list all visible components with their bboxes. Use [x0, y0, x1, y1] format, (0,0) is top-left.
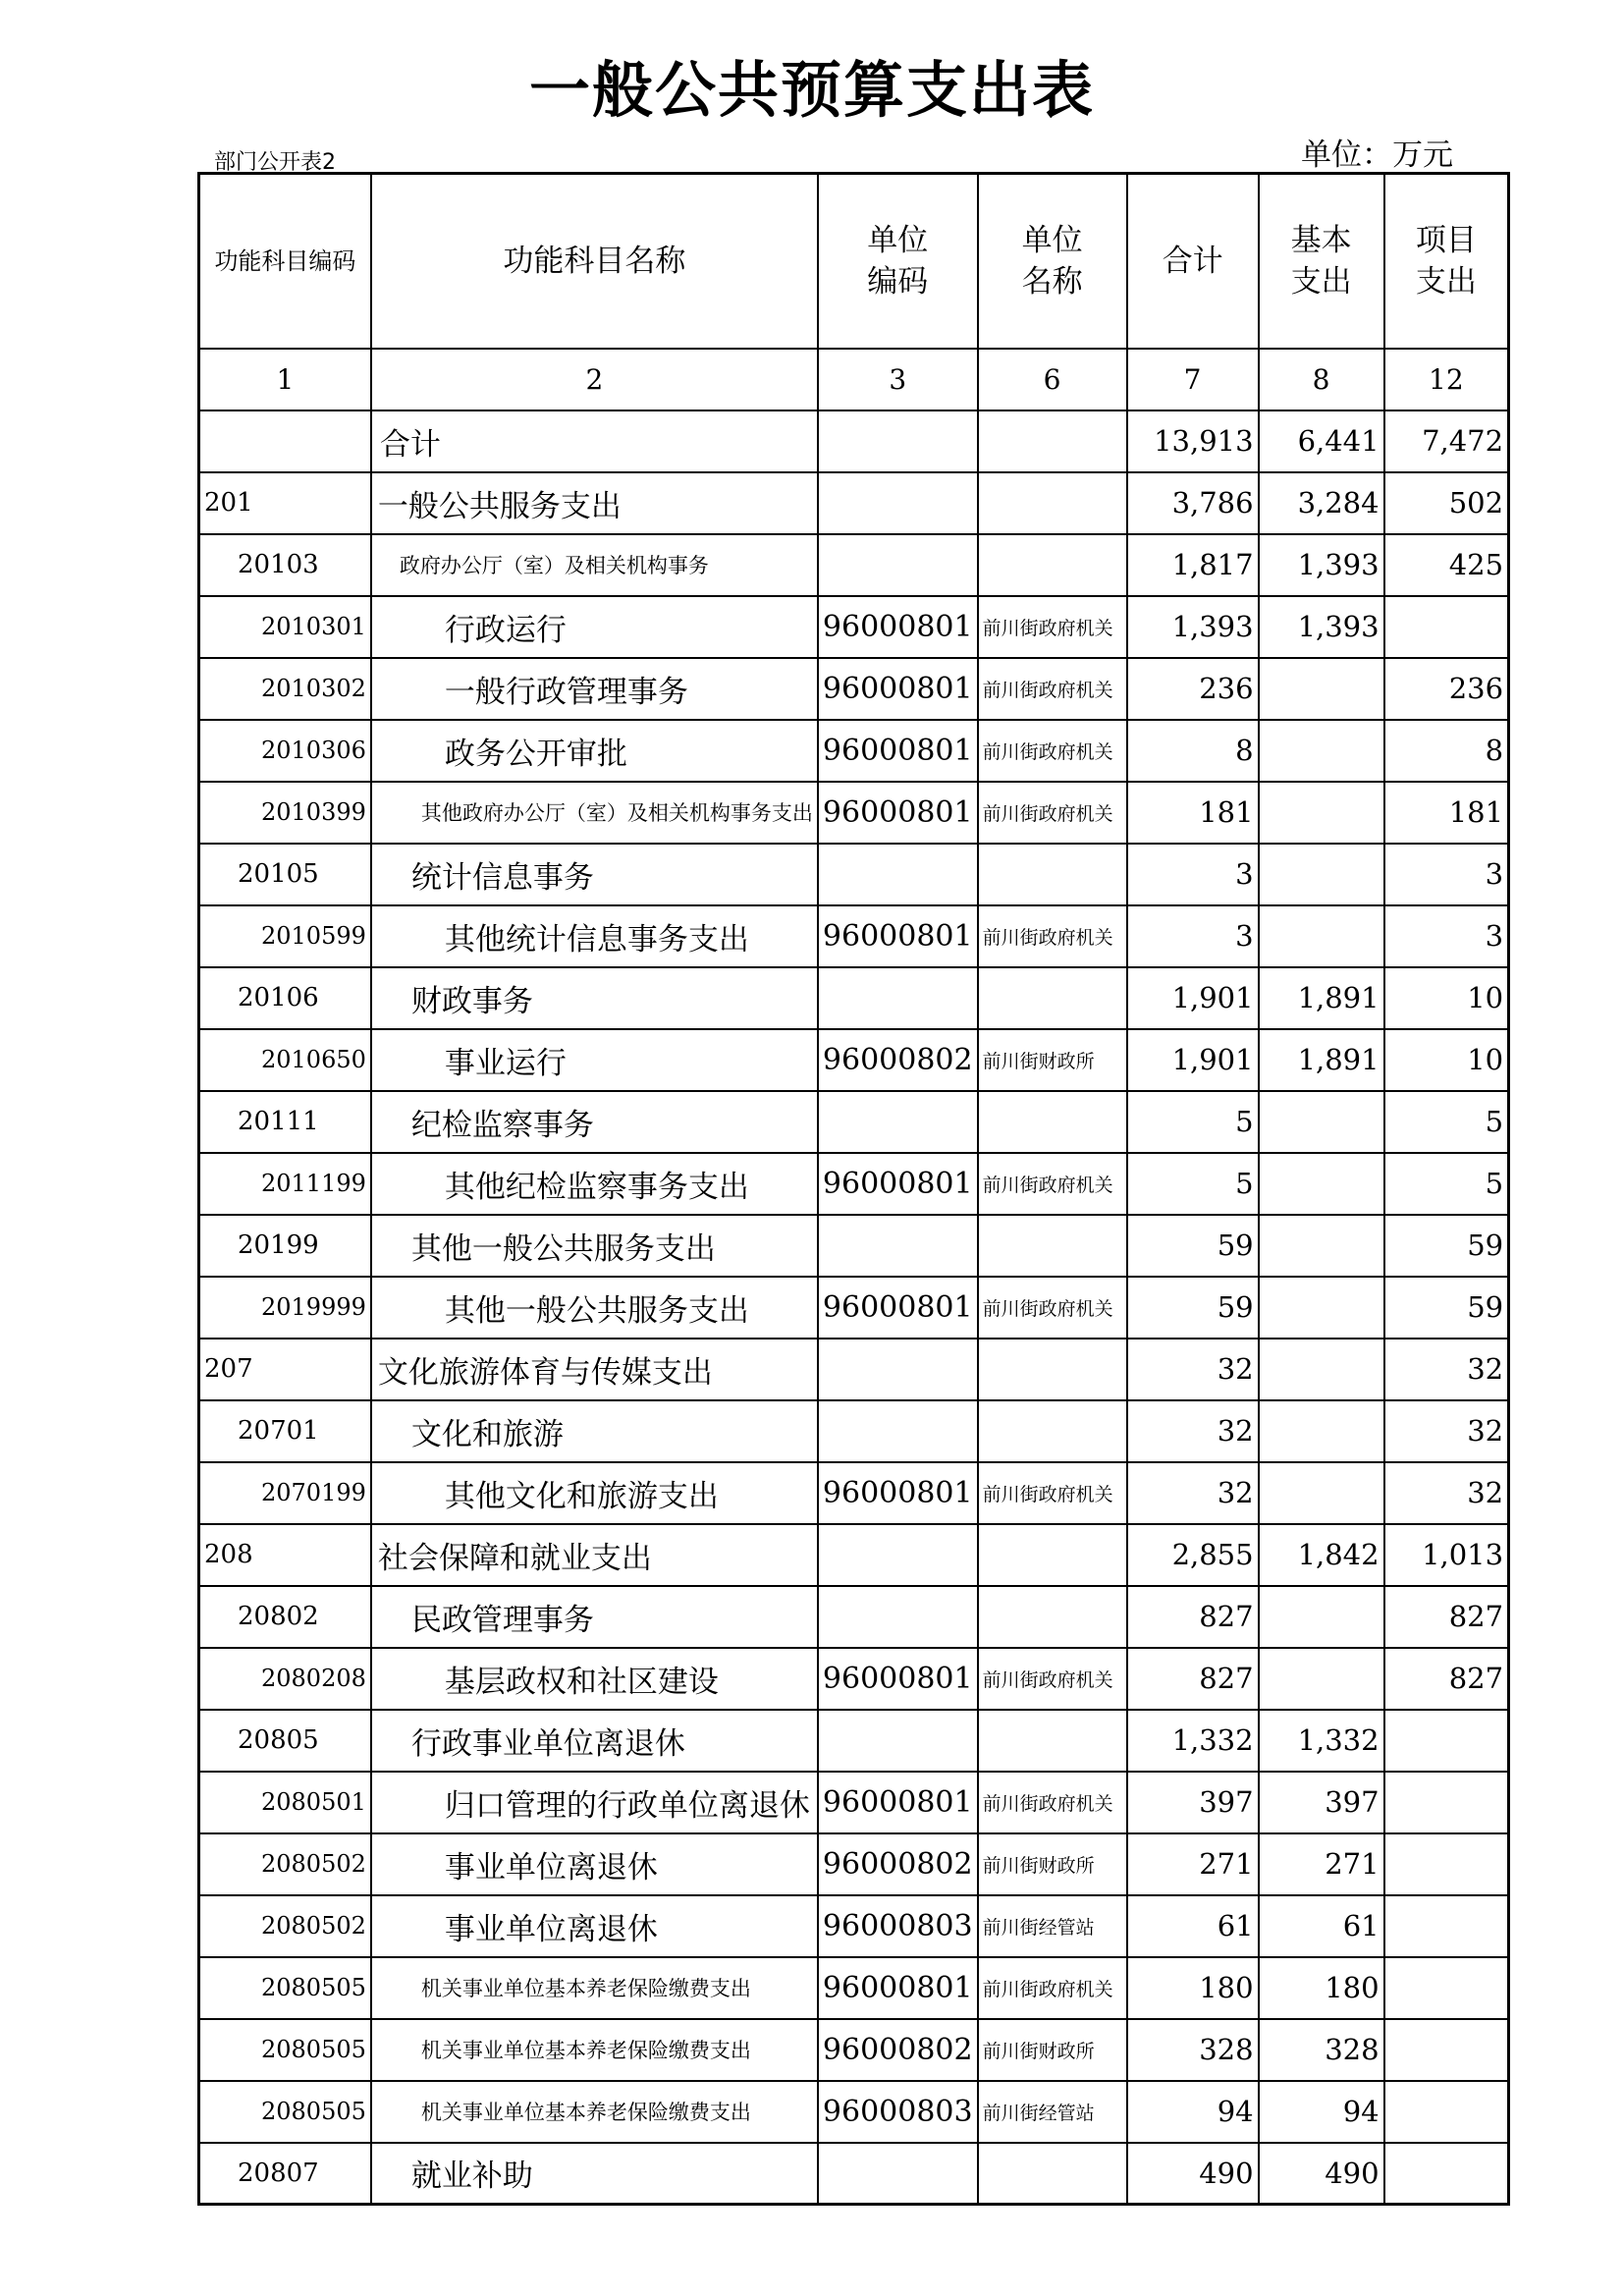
column-number: 2 — [371, 349, 818, 410]
row-basic: 1,891 — [1259, 967, 1384, 1029]
row-total: 397 — [1127, 1772, 1259, 1833]
row-code: 2010599 — [199, 905, 371, 967]
row-basic — [1259, 1339, 1384, 1400]
row-project: 59 — [1384, 1215, 1509, 1277]
row-total: 1,901 — [1127, 1029, 1259, 1091]
row-basic — [1259, 1215, 1384, 1277]
row-total: 328 — [1127, 2019, 1259, 2081]
row-unit-code — [818, 534, 978, 596]
row-total: 271 — [1127, 1833, 1259, 1895]
row-basic — [1259, 1462, 1384, 1524]
row-code — [199, 410, 371, 472]
row-project: 10 — [1384, 1029, 1509, 1091]
row-name: 事业单位离退休 — [371, 1895, 818, 1957]
row-unit-code — [818, 967, 978, 1029]
row-unit-name: 前川街政府机关 — [978, 1153, 1127, 1215]
table-row — [199, 472, 1509, 534]
row-basic: 1,891 — [1259, 1029, 1384, 1091]
row-name: 其他统计信息事务支出 — [371, 905, 818, 967]
row-unit-name — [978, 410, 1127, 472]
row-basic — [1259, 1648, 1384, 1710]
row-project: 827 — [1384, 1648, 1509, 1710]
table-row — [199, 1277, 1509, 1339]
unit-label: 单位：万元 — [1301, 137, 1453, 173]
table-row — [199, 2143, 1509, 2205]
row-total: 236 — [1127, 658, 1259, 720]
row-total: 8 — [1127, 720, 1259, 782]
row-unit-code: 96000803 — [818, 2081, 978, 2143]
table-row — [199, 1400, 1509, 1462]
table-row — [199, 1833, 1509, 1895]
row-project: 3 — [1384, 905, 1509, 967]
row-project: 3 — [1384, 844, 1509, 905]
row-project — [1384, 1833, 1509, 1895]
row-unit-name: 前川街财政所 — [978, 2019, 1127, 2081]
row-project: 502 — [1384, 472, 1509, 534]
row-basic: 328 — [1259, 2019, 1384, 2081]
table-row — [199, 2081, 1509, 2143]
row-code: 2080502 — [199, 1833, 371, 1895]
table-row — [199, 1091, 1509, 1153]
row-unit-code — [818, 1710, 978, 1772]
row-code: 201 — [199, 472, 371, 534]
row-unit-name: 前川街政府机关 — [978, 905, 1127, 967]
header-project: 项目 支出 — [1384, 174, 1509, 349]
column-number-row — [199, 349, 1509, 410]
row-code: 2080505 — [199, 2019, 371, 2081]
row-name: 政务公开审批 — [371, 720, 818, 782]
row-unit-code: 96000801 — [818, 1648, 978, 1710]
row-unit-code: 96000801 — [818, 1957, 978, 2019]
row-name: 就业补助 — [371, 2143, 818, 2205]
row-total: 13,913 — [1127, 410, 1259, 472]
row-unit-name: 前川街政府机关 — [978, 596, 1127, 658]
header-unit-code: 单位 编码 — [818, 174, 978, 349]
row-total: 827 — [1127, 1648, 1259, 1710]
row-total: 1,332 — [1127, 1710, 1259, 1772]
row-unit-code: 96000801 — [818, 1277, 978, 1339]
row-project — [1384, 1772, 1509, 1833]
row-basic — [1259, 1586, 1384, 1648]
row-basic: 397 — [1259, 1772, 1384, 1833]
row-project: 32 — [1384, 1339, 1509, 1400]
row-unit-code — [818, 844, 978, 905]
row-unit-name — [978, 1339, 1127, 1400]
table-row — [199, 658, 1509, 720]
header-basic: 基本 支出 — [1259, 174, 1384, 349]
row-unit-name: 前川街政府机关 — [978, 1957, 1127, 2019]
row-unit-code: 96000801 — [818, 782, 978, 844]
table-row — [199, 1215, 1509, 1277]
row-unit-name — [978, 1524, 1127, 1586]
row-code: 20111 — [199, 1091, 371, 1153]
row-total: 32 — [1127, 1339, 1259, 1400]
table-row — [199, 410, 1509, 472]
row-code: 20701 — [199, 1400, 371, 1462]
row-unit-name: 前川街政府机关 — [978, 720, 1127, 782]
header-code: 功能科目编码 — [199, 174, 371, 349]
row-total: 5 — [1127, 1153, 1259, 1215]
table-row — [199, 1153, 1509, 1215]
row-unit-code: 96000801 — [818, 1462, 978, 1524]
row-name: 纪检监察事务 — [371, 1091, 818, 1153]
column-number: 12 — [1384, 349, 1509, 410]
row-name: 其他一般公共服务支出 — [371, 1215, 818, 1277]
table-row — [199, 967, 1509, 1029]
row-basic — [1259, 1091, 1384, 1153]
row-unit-name — [978, 1215, 1127, 1277]
row-project: 5 — [1384, 1091, 1509, 1153]
row-name: 归口管理的行政单位离退休 — [371, 1772, 818, 1833]
row-basic: 6,441 — [1259, 410, 1384, 472]
row-basic: 490 — [1259, 2143, 1384, 2205]
row-name: 其他政府办公厅（室）及相关机构事务支出 — [371, 782, 818, 844]
budget-table — [197, 172, 1510, 2206]
row-unit-name — [978, 967, 1127, 1029]
table-row — [199, 1339, 1509, 1400]
table-row — [199, 596, 1509, 658]
row-code: 2080505 — [199, 2081, 371, 2143]
row-name: 机关事业单位基本养老保险缴费支出 — [371, 2019, 818, 2081]
row-project: 10 — [1384, 967, 1509, 1029]
row-unit-name: 前川街政府机关 — [978, 658, 1127, 720]
row-basic — [1259, 720, 1384, 782]
row-name: 社会保障和就业支出 — [371, 1524, 818, 1586]
row-name: 政府办公厅（室）及相关机构事务 — [371, 534, 818, 596]
row-total: 490 — [1127, 2143, 1259, 2205]
table-row — [199, 1524, 1509, 1586]
row-code: 2080501 — [199, 1772, 371, 1833]
row-name: 机关事业单位基本养老保险缴费支出 — [371, 1957, 818, 2019]
row-total: 1,393 — [1127, 596, 1259, 658]
row-basic — [1259, 1277, 1384, 1339]
row-code: 2010650 — [199, 1029, 371, 1091]
row-project: 8 — [1384, 720, 1509, 782]
row-total: 3 — [1127, 905, 1259, 967]
row-total: 827 — [1127, 1586, 1259, 1648]
row-basic: 1,393 — [1259, 596, 1384, 658]
row-basic: 271 — [1259, 1833, 1384, 1895]
row-basic — [1259, 1153, 1384, 1215]
table-row — [199, 1710, 1509, 1772]
row-unit-code: 96000801 — [818, 596, 978, 658]
row-project — [1384, 2143, 1509, 2205]
column-number: 8 — [1259, 349, 1384, 410]
row-code: 2080502 — [199, 1895, 371, 1957]
table-row — [199, 720, 1509, 782]
row-basic: 1,842 — [1259, 1524, 1384, 1586]
row-name: 其他文化和旅游支出 — [371, 1462, 818, 1524]
row-name: 事业单位离退休 — [371, 1833, 818, 1895]
row-project: 827 — [1384, 1586, 1509, 1648]
row-project: 32 — [1384, 1462, 1509, 1524]
row-unit-code: 96000802 — [818, 2019, 978, 2081]
row-project: 5 — [1384, 1153, 1509, 1215]
row-basic — [1259, 905, 1384, 967]
header-row — [199, 174, 1509, 349]
row-name: 民政管理事务 — [371, 1586, 818, 1648]
row-name: 文化旅游体育与传媒支出 — [371, 1339, 818, 1400]
row-name: 基层政权和社区建设 — [371, 1648, 818, 1710]
row-code: 2010306 — [199, 720, 371, 782]
table-row — [199, 844, 1509, 905]
row-total: 181 — [1127, 782, 1259, 844]
row-project: 59 — [1384, 1277, 1509, 1339]
row-name: 行政事业单位离退休 — [371, 1710, 818, 1772]
row-total: 61 — [1127, 1895, 1259, 1957]
row-code: 2080208 — [199, 1648, 371, 1710]
row-unit-name: 前川街财政所 — [978, 1833, 1127, 1895]
row-unit-code: 96000801 — [818, 1153, 978, 1215]
row-code: 20103 — [199, 534, 371, 596]
row-name: 一般行政管理事务 — [371, 658, 818, 720]
row-unit-code: 96000803 — [818, 1895, 978, 1957]
row-unit-name — [978, 1091, 1127, 1153]
table-row — [199, 2019, 1509, 2081]
row-project: 425 — [1384, 534, 1509, 596]
row-project — [1384, 1957, 1509, 2019]
row-unit-code: 96000801 — [818, 1772, 978, 1833]
row-unit-name — [978, 472, 1127, 534]
row-project: 7,472 — [1384, 410, 1509, 472]
row-unit-name: 前川街政府机关 — [978, 1277, 1127, 1339]
header-total: 合计 — [1127, 174, 1259, 349]
table-row — [199, 1895, 1509, 1957]
row-code: 20105 — [199, 844, 371, 905]
row-unit-name — [978, 534, 1127, 596]
row-unit-code: 96000801 — [818, 658, 978, 720]
row-total: 5 — [1127, 1091, 1259, 1153]
row-unit-name: 前川街政府机关 — [978, 1772, 1127, 1833]
page-title: 一般公共预算支出表 — [528, 54, 1095, 126]
row-code: 20805 — [199, 1710, 371, 1772]
row-unit-name — [978, 1710, 1127, 1772]
row-unit-name — [978, 1400, 1127, 1462]
row-unit-name: 前川街财政所 — [978, 1029, 1127, 1091]
row-total: 59 — [1127, 1277, 1259, 1339]
row-code: 20807 — [199, 2143, 371, 2205]
row-basic: 61 — [1259, 1895, 1384, 1957]
row-unit-code: 96000802 — [818, 1029, 978, 1091]
row-project: 236 — [1384, 658, 1509, 720]
row-project — [1384, 2019, 1509, 2081]
row-total: 180 — [1127, 1957, 1259, 2019]
row-unit-name: 前川街政府机关 — [978, 1648, 1127, 1710]
row-basic: 3,284 — [1259, 472, 1384, 534]
row-project: 1,013 — [1384, 1524, 1509, 1586]
row-code: 207 — [199, 1339, 371, 1400]
row-project — [1384, 2081, 1509, 2143]
table-row — [199, 905, 1509, 967]
row-unit-code: 96000801 — [818, 905, 978, 967]
row-unit-name — [978, 1586, 1127, 1648]
column-number: 6 — [978, 349, 1127, 410]
row-name: 其他纪检监察事务支出 — [371, 1153, 818, 1215]
table-row — [199, 1029, 1509, 1091]
column-number: 3 — [818, 349, 978, 410]
row-code: 20199 — [199, 1215, 371, 1277]
row-name: 文化和旅游 — [371, 1400, 818, 1462]
row-unit-code — [818, 1339, 978, 1400]
row-basic: 1,332 — [1259, 1710, 1384, 1772]
table-row — [199, 1648, 1509, 1710]
row-unit-code — [818, 1524, 978, 1586]
row-unit-code — [818, 1400, 978, 1462]
row-code: 2011199 — [199, 1153, 371, 1215]
row-code: 208 — [199, 1524, 371, 1586]
row-unit-name: 前川街政府机关 — [978, 1462, 1127, 1524]
row-name: 机关事业单位基本养老保险缴费支出 — [371, 2081, 818, 2143]
row-total: 59 — [1127, 1215, 1259, 1277]
row-code: 2010302 — [199, 658, 371, 720]
row-unit-name: 前川街经管站 — [978, 2081, 1127, 2143]
row-unit-name — [978, 2143, 1127, 2205]
table-row — [199, 534, 1509, 596]
row-name: 财政事务 — [371, 967, 818, 1029]
table-body — [199, 174, 1509, 2205]
row-total: 3 — [1127, 844, 1259, 905]
row-basic: 180 — [1259, 1957, 1384, 2019]
row-basic — [1259, 844, 1384, 905]
header-name: 功能科目名称 — [371, 174, 818, 349]
row-unit-code: 96000802 — [818, 1833, 978, 1895]
row-total: 2,855 — [1127, 1524, 1259, 1586]
row-unit-code — [818, 1215, 978, 1277]
table-row — [199, 1462, 1509, 1524]
row-basic — [1259, 658, 1384, 720]
table-row — [199, 1586, 1509, 1648]
row-total: 32 — [1127, 1400, 1259, 1462]
row-basic: 1,393 — [1259, 534, 1384, 596]
table-row — [199, 1957, 1509, 2019]
row-unit-code — [818, 472, 978, 534]
row-name: 一般公共服务支出 — [371, 472, 818, 534]
row-total: 3,786 — [1127, 472, 1259, 534]
row-unit-name: 前川街政府机关 — [978, 782, 1127, 844]
row-project: 32 — [1384, 1400, 1509, 1462]
row-total: 1,901 — [1127, 967, 1259, 1029]
row-total: 94 — [1127, 2081, 1259, 2143]
sheet-label: 部门公开表2 — [214, 150, 336, 175]
row-name: 事业运行 — [371, 1029, 818, 1091]
row-code: 20106 — [199, 967, 371, 1029]
row-name: 合计 — [371, 410, 818, 472]
row-name: 行政运行 — [371, 596, 818, 658]
row-name: 其他一般公共服务支出 — [371, 1277, 818, 1339]
row-project — [1384, 596, 1509, 658]
row-code: 2019999 — [199, 1277, 371, 1339]
row-unit-code — [818, 1091, 978, 1153]
row-project — [1384, 1710, 1509, 1772]
row-code: 2010399 — [199, 782, 371, 844]
row-unit-code: 96000801 — [818, 720, 978, 782]
row-unit-code — [818, 2143, 978, 2205]
row-basic — [1259, 1400, 1384, 1462]
row-project — [1384, 1895, 1509, 1957]
row-total: 32 — [1127, 1462, 1259, 1524]
column-number: 1 — [199, 349, 371, 410]
row-code: 2070199 — [199, 1462, 371, 1524]
row-code: 20802 — [199, 1586, 371, 1648]
row-project: 181 — [1384, 782, 1509, 844]
row-unit-name — [978, 844, 1127, 905]
row-basic — [1259, 782, 1384, 844]
row-name: 统计信息事务 — [371, 844, 818, 905]
row-code: 2010301 — [199, 596, 371, 658]
row-unit-name: 前川街经管站 — [978, 1895, 1127, 1957]
table-row — [199, 782, 1509, 844]
column-number: 7 — [1127, 349, 1259, 410]
row-unit-code — [818, 1586, 978, 1648]
row-basic: 94 — [1259, 2081, 1384, 2143]
table-row — [199, 1772, 1509, 1833]
header-unit-name: 单位 名称 — [978, 174, 1127, 349]
row-code: 2080505 — [199, 1957, 371, 2019]
row-unit-code — [818, 410, 978, 472]
row-total: 1,817 — [1127, 534, 1259, 596]
